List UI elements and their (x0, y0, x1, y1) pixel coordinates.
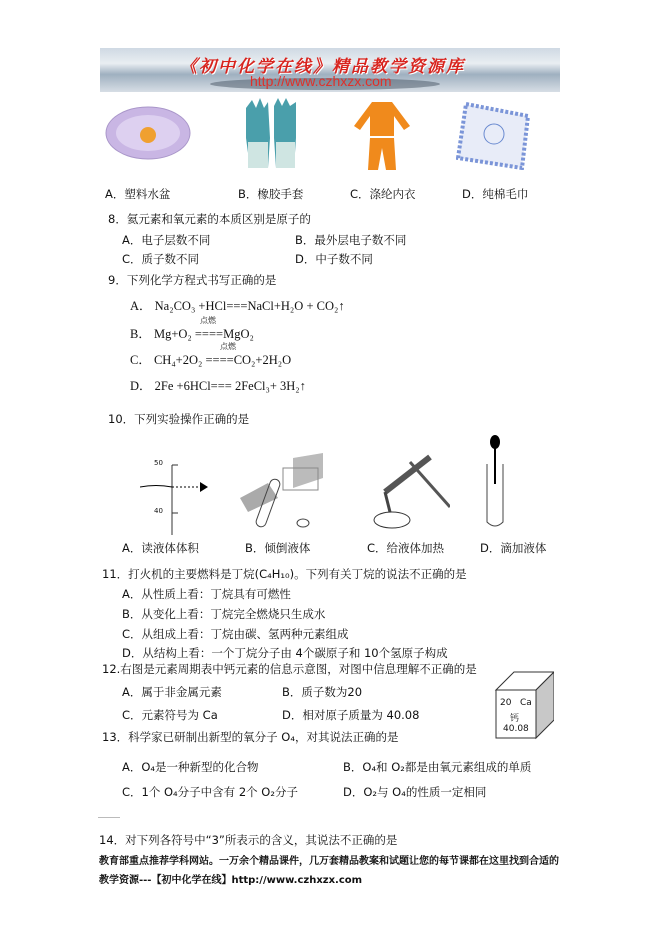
condition-label: 点燃 (200, 316, 216, 325)
q7-option-b: B．橡胶手套 (238, 187, 304, 201)
q13-option-c: C．1个 O₄分子中含有 2个 O₂分子 (122, 785, 298, 799)
q11-option-c: C．从组成上看：丁烷由碳、氢两种元素组成 (122, 627, 349, 641)
dropping-liquid-diagram (480, 434, 510, 530)
q9-option-d: D． 2Fe +6HCl=== 2FeCl₃+ 3H₂↑ (130, 379, 306, 393)
scale-label-50: 50 (154, 459, 163, 467)
element-name: 钙 (510, 714, 520, 724)
q13-stem: 13．科学家已研制出新型的氧分子 O₄，对其说法正确的是 (102, 730, 399, 744)
q12-option-a: A．属于非金属元素 (122, 685, 222, 699)
q11-stem: 11．打火机的主要燃料是丁烷(C₄H₁₀)。下列有关丁烷的说法不正确的是 (102, 567, 467, 581)
q13-option-b: B．O₄和 O₂都是由氧元素组成的单质 (343, 760, 532, 774)
separator-mark (98, 817, 120, 818)
polyester-underwear-image (352, 100, 412, 172)
plastic-basin-image (104, 103, 192, 173)
q11-option-d: D．从结构上看：一个丁烷分子由 4个碳原子和 10个氢原子构成 (122, 646, 448, 660)
q7-option-c: C．涤纶内衣 (350, 187, 416, 201)
cotton-towel-image (456, 100, 532, 170)
q10-option-d: D．滴加液体 (480, 541, 547, 555)
q8-option-d: D．中子数不同 (295, 252, 373, 266)
q13-option-d: D．O₂与 O₄的性质一定相同 (343, 785, 487, 799)
q12-option-b: B．质子数为20 (282, 685, 363, 699)
q9-stem: 9．下列化学方程式书写正确的是 (108, 273, 277, 287)
reading-volume-diagram (140, 460, 210, 535)
pouring-liquid-diagram (238, 448, 328, 530)
q10-option-c: C．给液体加热 (367, 541, 445, 555)
q8-option-b: B．最外层电子数不同 (295, 233, 407, 247)
q7-option-d: D．纯棉毛巾 (462, 187, 529, 201)
q10-option-a: A．读液体体积 (122, 541, 199, 555)
q9-option-b-row (130, 316, 254, 342)
q12-option-d: D．相对原子质量为 40.08 (282, 708, 420, 722)
q8-option-a: A．电子层数不同 (122, 233, 211, 247)
site-banner (100, 48, 560, 92)
footer-line-2: 教学资源---【初中化学在线】http://www.czhxzx.com (99, 875, 363, 886)
q13-option-a: A．O₄是一种新型的化合物 (122, 760, 259, 774)
q9-option-b: B． Mg+O₂ ====MgO₂ (130, 327, 254, 341)
q9-option-a: A． Na₂CO₃ +HCl===NaCl+H₂O + CO₂↑ (130, 299, 345, 313)
atomic-number: 20 (500, 698, 512, 708)
q10-option-b: B．倾倒液体 (245, 541, 311, 555)
heating-liquid-diagram (370, 452, 450, 532)
q11-option-a: A．从性质上看：丁烷具有可燃性 (122, 587, 291, 601)
q12-stem: 12.右图是元素周期表中钙元素的信息示意图，对图中信息理解不正确的是 (102, 662, 477, 676)
calcium-element-card (492, 668, 554, 740)
q11-option-b: B．从变化上看：丁烷完全燃烧只生成水 (122, 607, 326, 621)
banner-url: http://www.czhxzx.com (250, 73, 392, 89)
q14-stem: 14．对下列各符号中“3”所表示的含义，其说法不正确的是 (99, 833, 398, 847)
rubber-gloves-image (238, 98, 304, 170)
q10-stem: 10．下列实验操作正确的是 (108, 412, 250, 426)
banner-title: 《初中化学在线》精品教学资源库 (180, 57, 465, 77)
q12-option-c: C．元素符号为 Ca (122, 708, 218, 722)
scale-label-40: 40 (154, 507, 163, 515)
q9-option-c-row (130, 342, 292, 368)
q7-option-a: A．塑料水盆 (105, 187, 171, 201)
element-symbol: Ca (520, 698, 532, 708)
condition-label: 点燃 (220, 342, 236, 351)
q9-option-c: C． CH₄+2O₂ ====CO₂+2H₂O (130, 353, 292, 367)
footer-line-1: 教育部重点推荐学科网站。一万余个精品课件，几万套精品教案和试题让您的每节课都在这里找到合适的 (99, 856, 559, 867)
q8-stem: 8．氦元素和氧元素的本质区别是原子的 (108, 212, 311, 226)
q8-option-c: C．质子数不同 (122, 252, 200, 266)
atomic-mass: 40.08 (503, 724, 529, 734)
